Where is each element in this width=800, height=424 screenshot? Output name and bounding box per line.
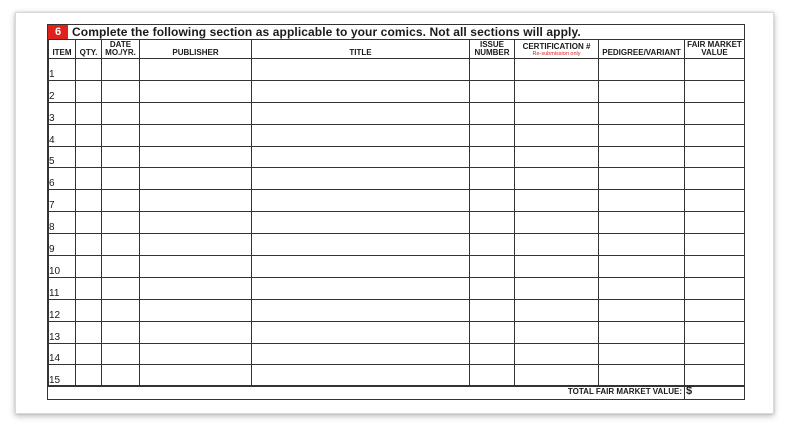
date-cell[interactable] [102,234,140,256]
table-row [49,59,745,81]
title-cell[interactable] [252,59,470,81]
qty-cell[interactable] [76,277,102,299]
item-number-cell: 2 [49,80,76,102]
publisher-cell[interactable] [140,343,252,365]
issue-cell[interactable] [470,190,515,212]
item-number-cell: 3 [49,102,76,124]
fmv-cell[interactable] [685,299,745,321]
item-number-cell: 4 [49,124,76,146]
pedigree-cell[interactable] [599,299,685,321]
cert-cell[interactable] [515,124,599,146]
table-header-row [49,40,745,59]
table-row [49,256,745,278]
item-number-cell: 6 [49,168,76,190]
column-header-date: DATE MO./YR. [102,40,140,59]
fmv-cell[interactable] [685,365,745,387]
date-cell[interactable] [102,212,140,234]
item-number-cell: 7 [49,190,76,212]
column-header-item: ITEM [49,40,76,59]
cert-cell[interactable] [515,146,599,168]
qty-cell[interactable] [76,168,102,190]
title-cell[interactable] [252,321,470,343]
issue-cell[interactable] [470,146,515,168]
table-row [49,146,745,168]
qty-cell[interactable] [76,146,102,168]
title-cell[interactable] [252,146,470,168]
item-number-cell: 8 [49,212,76,234]
fmv-cell[interactable] [685,190,745,212]
title-cell[interactable] [252,80,470,102]
publisher-cell[interactable] [140,102,252,124]
section-number-badge: 6 [48,25,68,39]
publisher-cell[interactable] [140,212,252,234]
qty-cell[interactable] [76,59,102,81]
cert-cell[interactable] [515,321,599,343]
publisher-cell[interactable] [140,146,252,168]
item-number-cell: 9 [49,234,76,256]
title-cell[interactable] [252,256,470,278]
table-row [49,234,745,256]
item-number-cell: 14 [49,343,76,365]
total-fair-market-value-field[interactable] [684,385,744,399]
date-cell[interactable] [102,190,140,212]
publisher-cell[interactable] [140,59,252,81]
cert-cell[interactable] [515,212,599,234]
item-number-cell: 5 [49,146,76,168]
publisher-cell[interactable] [140,321,252,343]
item-number-cell: 13 [49,321,76,343]
qty-cell[interactable] [76,102,102,124]
table-row [49,124,745,146]
date-cell[interactable] [102,146,140,168]
fmv-cell[interactable] [685,168,745,190]
pedigree-cell[interactable] [599,256,685,278]
fmv-cell[interactable] [685,102,745,124]
date-cell[interactable] [102,277,140,299]
pedigree-cell[interactable] [599,80,685,102]
qty-cell[interactable] [76,212,102,234]
table-row [49,343,745,365]
title-cell[interactable] [252,190,470,212]
fmv-cell[interactable] [685,343,745,365]
title-cell[interactable] [252,299,470,321]
issue-cell[interactable] [470,365,515,387]
qty-cell[interactable] [76,190,102,212]
title-cell[interactable] [252,102,470,124]
fmv-cell[interactable] [685,256,745,278]
pedigree-cell[interactable] [599,343,685,365]
fmv-cell[interactable] [685,234,745,256]
column-header-title: TITLE [252,40,470,59]
total-row [48,385,744,399]
total-fair-market-value-label: TOTAL FAIR MARKET VALUE: [567,387,682,396]
title-cell[interactable] [252,365,470,387]
pedigree-cell[interactable] [599,190,685,212]
pedigree-cell[interactable] [599,146,685,168]
issue-cell[interactable] [470,212,515,234]
cert-cell[interactable] [515,299,599,321]
date-cell[interactable] [102,124,140,146]
pedigree-cell[interactable] [599,124,685,146]
column-header-pedigree-variant: PEDIGREE/VARIANT [599,40,685,59]
issue-cell[interactable] [470,168,515,190]
table-row [49,102,745,124]
qty-cell[interactable] [76,343,102,365]
section-title: Complete the following section as applicable to your comics. Not all sections will apply. [72,25,581,39]
table-row [49,168,745,190]
pedigree-cell[interactable] [599,365,685,387]
pedigree-cell[interactable] [599,212,685,234]
table-row [49,299,745,321]
comics-section-form [47,24,745,400]
currency-symbol: $ [686,385,693,397]
issue-cell[interactable] [470,256,515,278]
qty-cell[interactable] [76,124,102,146]
cert-cell[interactable] [515,256,599,278]
item-number-cell: 11 [49,277,76,299]
pedigree-cell[interactable] [599,59,685,81]
pedigree-cell[interactable] [599,168,685,190]
date-cell[interactable] [102,343,140,365]
column-header-qty: QTY. [76,40,102,59]
comics-table [48,39,745,387]
cert-cell[interactable] [515,190,599,212]
table-row [49,277,745,299]
qty-cell[interactable] [76,321,102,343]
date-cell[interactable] [102,365,140,387]
cert-cell[interactable] [515,59,599,81]
cert-cell[interactable] [515,168,599,190]
date-cell[interactable] [102,299,140,321]
cert-cell[interactable] [515,102,599,124]
date-cell[interactable] [102,256,140,278]
fmv-cell[interactable] [685,59,745,81]
column-header-publisher: PUBLISHER [140,40,252,59]
table-row [49,212,745,234]
issue-cell[interactable] [470,102,515,124]
issue-cell[interactable] [470,80,515,102]
publisher-cell[interactable] [140,256,252,278]
issue-cell[interactable] [470,124,515,146]
pedigree-cell[interactable] [599,102,685,124]
table-row [49,321,745,343]
publisher-cell[interactable] [140,234,252,256]
publisher-cell[interactable] [140,277,252,299]
qty-cell[interactable] [76,80,102,102]
publisher-cell[interactable] [140,124,252,146]
title-cell[interactable] [252,212,470,234]
fmv-cell[interactable] [685,80,745,102]
issue-cell[interactable] [470,299,515,321]
qty-cell[interactable] [76,365,102,387]
item-number-cell: 10 [49,256,76,278]
title-cell[interactable] [252,343,470,365]
pedigree-cell[interactable] [599,234,685,256]
item-number-cell: 15 [49,365,76,387]
issue-cell[interactable] [470,321,515,343]
item-number-cell: 1 [49,59,76,81]
table-row [49,190,745,212]
issue-cell[interactable] [470,343,515,365]
column-header-fair-market-value: FAIR MARKET VALUE [685,40,745,59]
section-header [48,25,744,39]
fmv-cell[interactable] [685,124,745,146]
certification-note: Re-submission only [532,51,581,57]
qty-cell[interactable] [76,234,102,256]
date-cell[interactable] [102,321,140,343]
date-cell[interactable] [102,168,140,190]
fmv-cell[interactable] [685,321,745,343]
title-cell[interactable] [252,124,470,146]
cert-cell[interactable] [515,365,599,387]
cert-cell[interactable] [515,343,599,365]
issue-cell[interactable] [470,234,515,256]
issue-cell[interactable] [470,59,515,81]
publisher-cell[interactable] [140,80,252,102]
fmv-cell[interactable] [685,277,745,299]
publisher-cell[interactable] [140,190,252,212]
issue-cell[interactable] [470,277,515,299]
table-row [49,365,745,387]
title-cell[interactable] [252,277,470,299]
qty-cell[interactable] [76,299,102,321]
title-cell[interactable] [252,234,470,256]
cert-cell[interactable] [515,234,599,256]
date-cell[interactable] [102,59,140,81]
fmv-cell[interactable] [685,146,745,168]
cert-cell[interactable] [515,277,599,299]
publisher-cell[interactable] [140,168,252,190]
pedigree-cell[interactable] [599,321,685,343]
item-number-cell: 12 [49,299,76,321]
qty-cell[interactable] [76,256,102,278]
publisher-cell[interactable] [140,299,252,321]
column-header-issue-number: ISSUE NUMBER [470,40,515,59]
cert-cell[interactable] [515,80,599,102]
pedigree-cell[interactable] [599,277,685,299]
title-cell[interactable] [252,168,470,190]
date-cell[interactable] [102,80,140,102]
table-row [49,80,745,102]
publisher-cell[interactable] [140,365,252,387]
column-header-certification: CERTIFICATION # Re-submission only [515,40,599,59]
date-cell[interactable] [102,102,140,124]
fmv-cell[interactable] [685,212,745,234]
